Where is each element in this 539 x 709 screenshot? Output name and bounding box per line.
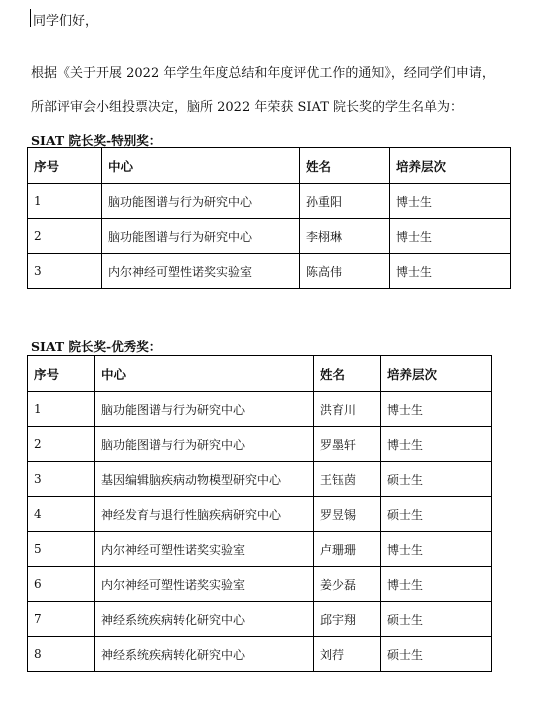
cell-index: 2 — [28, 219, 102, 254]
table-header-row — [28, 148, 511, 184]
header-name: 姓名 — [300, 148, 390, 184]
greeting: 同学们好， — [33, 14, 99, 29]
table-row — [28, 567, 492, 602]
cell-name: 姜少磊 — [314, 567, 381, 602]
table-row — [28, 184, 511, 219]
cell-name: 邱宇翔 — [314, 602, 381, 637]
cell-center: 神经系统疾病转化研究中心 — [95, 602, 314, 637]
cell-index: 8 — [28, 637, 95, 672]
special-award-table — [27, 147, 511, 289]
cell-index: 6 — [28, 567, 95, 602]
cell-name: 罗昱锡 — [314, 497, 381, 532]
cell-index: 1 — [28, 392, 95, 427]
cell-name: 李栩琳 — [300, 219, 390, 254]
cell-level: 博士生 — [381, 567, 492, 602]
header-index: 序号 — [28, 356, 95, 392]
cell-index: 7 — [28, 602, 95, 637]
cell-center: 脑功能图谱与行为研究中心 — [102, 219, 300, 254]
special-award-title: SIAT 院长奖-特别奖： — [31, 133, 162, 148]
table-row — [28, 254, 511, 289]
table-header-row — [28, 356, 492, 392]
cell-name: 刘荇 — [314, 637, 381, 672]
table-row — [28, 602, 492, 637]
cell-level: 博士生 — [381, 427, 492, 462]
table-row — [28, 532, 492, 567]
cell-index: 1 — [28, 184, 102, 219]
cell-level: 博士生 — [381, 532, 492, 567]
table-row — [28, 462, 492, 497]
cell-level: 博士生 — [381, 392, 492, 427]
cell-center: 神经发育与退行性脑疾病研究中心 — [95, 497, 314, 532]
table-row — [28, 427, 492, 462]
cell-center: 内尔神经可塑性诺奖实验室 — [95, 532, 314, 567]
cell-index: 3 — [28, 462, 95, 497]
intro-line-1: 根据《关于开展 2022 年学生年度总结和年度评优工作的通知》，经同学们申请， — [31, 66, 495, 81]
cell-level: 博士生 — [390, 254, 511, 289]
header-level: 培养层次 — [390, 148, 511, 184]
table-row — [28, 497, 492, 532]
cell-center: 脑功能图谱与行为研究中心 — [95, 427, 314, 462]
cell-name: 孙重阳 — [300, 184, 390, 219]
cell-level: 硕士生 — [381, 497, 492, 532]
cell-level: 博士生 — [390, 219, 511, 254]
cell-center: 内尔神经可塑性诺奖实验室 — [102, 254, 300, 289]
cell-level: 硕士生 — [381, 637, 492, 672]
cell-name: 洪育川 — [314, 392, 381, 427]
cell-level: 硕士生 — [381, 602, 492, 637]
header-name: 姓名 — [314, 356, 381, 392]
cell-index: 3 — [28, 254, 102, 289]
cell-center: 基因编辑脑疾病动物模型研究中心 — [95, 462, 314, 497]
table-row — [28, 637, 492, 672]
header-level: 培养层次 — [381, 356, 492, 392]
cell-index: 2 — [28, 427, 95, 462]
header-center: 中心 — [102, 148, 300, 184]
cell-center: 脑功能图谱与行为研究中心 — [102, 184, 300, 219]
cell-level: 博士生 — [390, 184, 511, 219]
excellent-award-title: SIAT 院长奖-优秀奖： — [31, 339, 162, 354]
intro-line-2: 所部评审会小组投票决定，脑所 2022 年荣获 SIAT 院长奖的学生名单为： — [31, 100, 464, 115]
header-center: 中心 — [95, 356, 314, 392]
cell-name: 罗墨轩 — [314, 427, 381, 462]
cell-level: 硕士生 — [381, 462, 492, 497]
cell-center: 神经系统疾病转化研究中心 — [95, 637, 314, 672]
cell-center: 脑功能图谱与行为研究中心 — [95, 392, 314, 427]
cell-name: 卢珊珊 — [314, 532, 381, 567]
header-index: 序号 — [28, 148, 102, 184]
cell-index: 4 — [28, 497, 95, 532]
text-cursor — [30, 9, 31, 27]
cell-name: 王钰茵 — [314, 462, 381, 497]
excellent-award-table — [27, 355, 492, 672]
cell-center: 内尔神经可塑性诺奖实验室 — [95, 567, 314, 602]
table-row — [28, 392, 492, 427]
table-row — [28, 219, 511, 254]
cell-index: 5 — [28, 532, 95, 567]
cell-name: 陈高伟 — [300, 254, 390, 289]
